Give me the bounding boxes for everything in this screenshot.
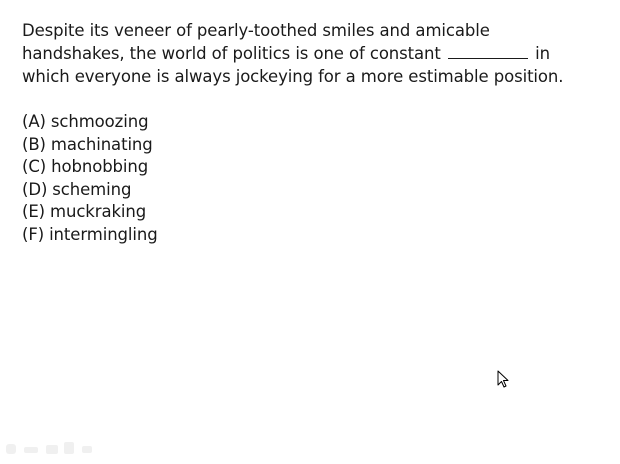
question-line-1: Despite its veneer of pearly-toothed smiles and amicable [22, 21, 490, 40]
question-line-3: which everyone is always jockeying for a more estimable position. [22, 67, 564, 86]
option-letter: (B) [22, 134, 46, 154]
option-text: muckraking [50, 202, 147, 222]
option-text: intermingling [49, 224, 158, 244]
option-letter: (F) [22, 224, 45, 244]
answer-blank [448, 43, 528, 59]
option-letter: (C) [22, 157, 47, 177]
answer-options [22, 111, 158, 247]
option-letter: (D) [22, 179, 48, 199]
question-line-2 [22, 42, 612, 65]
question-text [22, 19, 612, 88]
option-a[interactable] [22, 111, 158, 134]
option-b[interactable] [22, 134, 158, 157]
question-line-2-before-blank: handshakes, the world of politics is one of constant [22, 44, 441, 63]
option-e[interactable] [22, 201, 158, 224]
option-d[interactable] [22, 179, 158, 202]
option-letter: (E) [22, 202, 45, 222]
option-text: hobnobbing [51, 157, 149, 177]
option-letter: (A) [22, 112, 46, 131]
option-text: schmoozing [50, 112, 149, 131]
option-c[interactable] [22, 156, 158, 179]
option-text: scheming [52, 179, 132, 199]
question-line-2-after-blank: in [535, 44, 550, 63]
option-text: machinating [50, 134, 153, 154]
mouse-pointer-icon [497, 370, 509, 388]
watermark-logo [2, 438, 102, 458]
option-f[interactable] [22, 224, 158, 247]
